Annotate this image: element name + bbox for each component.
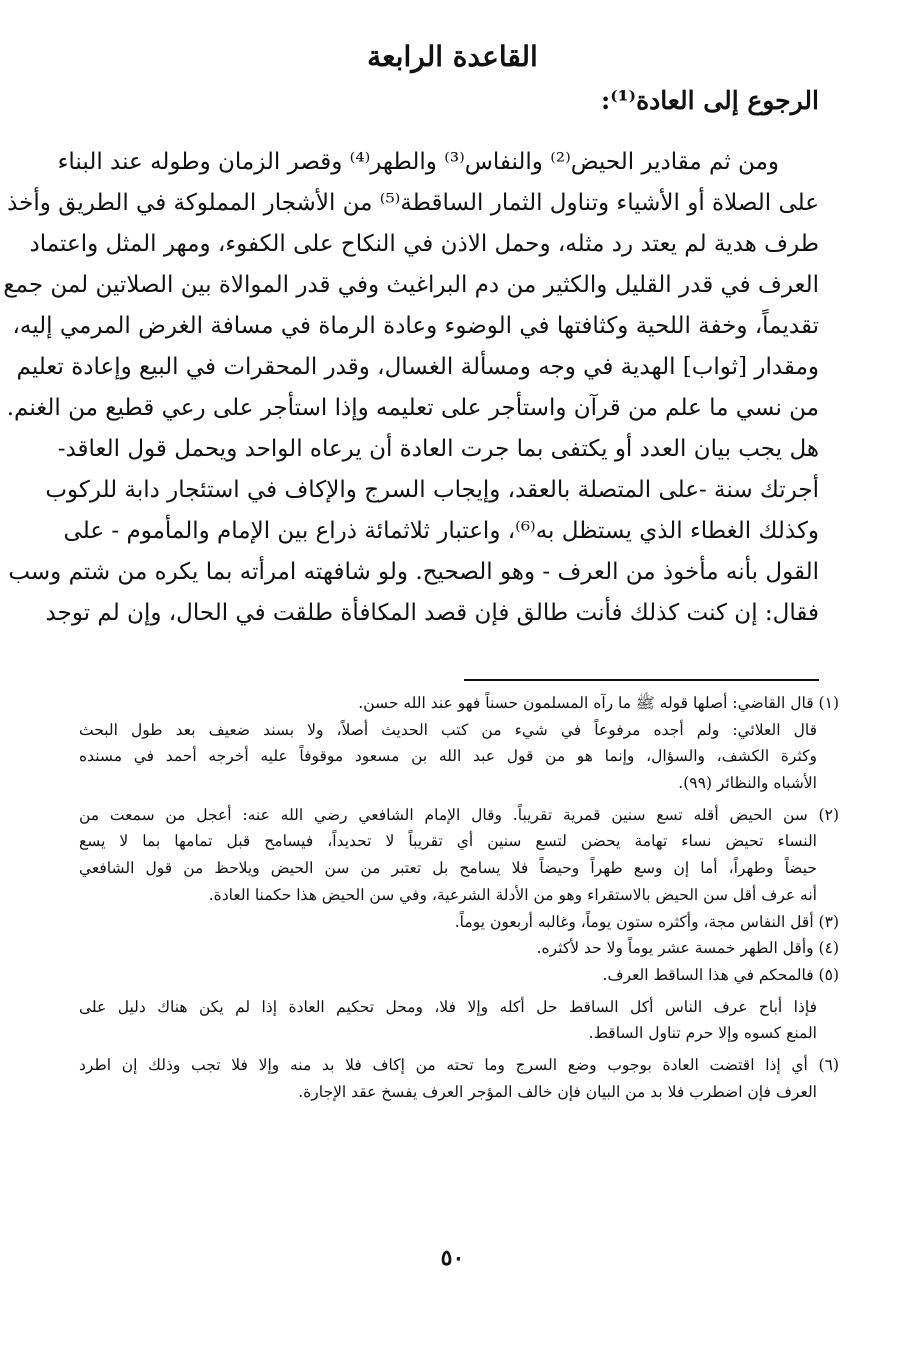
footnote-line: (٢) سن الحيض أقله تسع سنين قمرية تقريباً. وقال الإمام الشافعي رضي الله عنه: أعجل من سمعت من bbox=[79, 805, 839, 824]
section-subtitle: الرجوع إلى العادة⁽¹⁾: bbox=[600, 86, 819, 115]
footnote-line: العرف فإن اضطرب فلا بد من البيان فإن خالف المؤجر العرف يفسخ عقد الإجارة. bbox=[298, 1082, 817, 1101]
body-line: فقال: إن كنت كذلك فأنت طالق فإن قصد المكافأة طلقت في الحال، وإن لم توجد bbox=[45, 600, 819, 626]
footnote-line: (١) قال القاضي: أصلها قوله ﷺ ما رآه المسلمون حسناً فهو عند الله حسن. bbox=[358, 694, 839, 712]
body-line: على الصلاة أو الأشياء وتناول الثمار الساقطة⁽⁵⁾ من الأشجار المملوكة في الطريق وأخذ bbox=[7, 190, 819, 216]
footnote-separator bbox=[464, 679, 819, 681]
footnote-line: (٣) أقل النفاس مجة، وأكثره ستون يوماً، وغالبه أربعون يوماً. bbox=[454, 912, 839, 931]
page-number: ٥٠ bbox=[440, 1245, 465, 1271]
footnote-line: المنع كسوه وإلا حرم تناول الساقط. bbox=[588, 1024, 817, 1043]
footnote-line: النساء تحيض نساء تهامة يحضن لتسع سنين أي تقريباً لا تحديداً، فيسامح قبل تمامها بما لا يسع bbox=[79, 832, 817, 851]
body-line: وكذلك الغطاء الذي يستظل به⁽⁶⁾، واعتبار ثلاثمائة ذراع بين الإمام والمأموم - على bbox=[63, 518, 819, 544]
body-line: أجرتك سنة -على المتصلة بالعقد، وإيجاب السرج والإكاف في استئجار دابة للركوب bbox=[45, 477, 819, 503]
footnotes bbox=[79, 690, 839, 1105]
footnote-line: الأشباه والنظائر (٩٩). bbox=[678, 774, 817, 793]
body-line: العرف في قدر القليل والكثير من دم البراغيث وفي قدر الموالاة بين الصلاتين لمن جمع bbox=[3, 272, 819, 298]
footnote-line: (٦) أي إذا اقتضت العادة بوجوب وضع السرج وما تحته من إكاف فلا بد منه وإلا فلا تجب وذلك إن اطرد bbox=[79, 1055, 839, 1074]
body-line: ومقدار [ثواب] الهدية في وجه ومسألة الغسال، وقدر المحقرات في البيع وإعادة تعليم bbox=[16, 354, 819, 380]
body-line: هل يجب بيان العدد أو يكتفى بما جرت العادة أن يرعاه الواحد ويحمل قول العاقد- bbox=[57, 436, 819, 462]
footnote-line: (٤) وأقل الطهر خمسة عشر يوماً ولا حد لأكثره. bbox=[536, 939, 839, 958]
footnote-line: (٥) فالمحكم في هذا الساقط العرف. bbox=[602, 965, 839, 984]
body-text bbox=[3, 142, 819, 634]
footnote-line: فإذا أباح عرف الناس أكل الساقط حل أكله وإلا فلا، ومحل تحكيم العادة إذا لم يكن هناك دليل على bbox=[79, 997, 817, 1016]
body-line: طرف هدية لم يعتد رد مثله، وحمل الاذن في النكاح على الكفوء، ومهر المثل واعتماد bbox=[29, 231, 819, 257]
footnote-line: قال العلائي: ولم أجده مرفوعاً في شيء من كتب الحديث أصلاً، ولا بسند ضعيف بعد طول البحث bbox=[79, 720, 817, 739]
footnote-line: حيضاً وطهراً، أما إن وسع طهراً وحيضاً فلا يسامح بل تعتبر من سن الحيض ويلاحظ من قول الشافعي bbox=[79, 859, 817, 878]
footnote-line: أنه عرف أقل سن الحيض بالاستقراء وهو من الأدلة الشرعية، وفي سن الحيض هذا حكمنا العادة. bbox=[208, 885, 817, 904]
body-line: من نسي ما علم من قرآن واستأجر على تعليمه وإذا استأجر على رعي قطيع من الغنم. bbox=[6, 395, 819, 421]
body-line: تقديماً، وخفة اللحية وكثافتها في الوضوء وعادة الرماة في مسافة الغرض المرمي إليه، bbox=[12, 313, 819, 339]
page-title: القاعدة الرابعة bbox=[367, 40, 538, 73]
body-line: القول بأنه مأخوذ من العرف - وهو الصحيح. ولو شافهته امرأته بما يكره من شتم وسب bbox=[8, 559, 819, 585]
footnote-line: وكثرة الكشف، والسؤال، وإنما هو من قول عبد الله بن مسعود موقوفاً عليه أخرجه أحمد في مسنده bbox=[79, 747, 817, 766]
body-line: ومن ثم مقادير الحيض⁽²⁾ والنفاس⁽³⁾ والطهر⁽⁴⁾ وقصر الزمان وطوله عند البناء bbox=[57, 149, 779, 175]
